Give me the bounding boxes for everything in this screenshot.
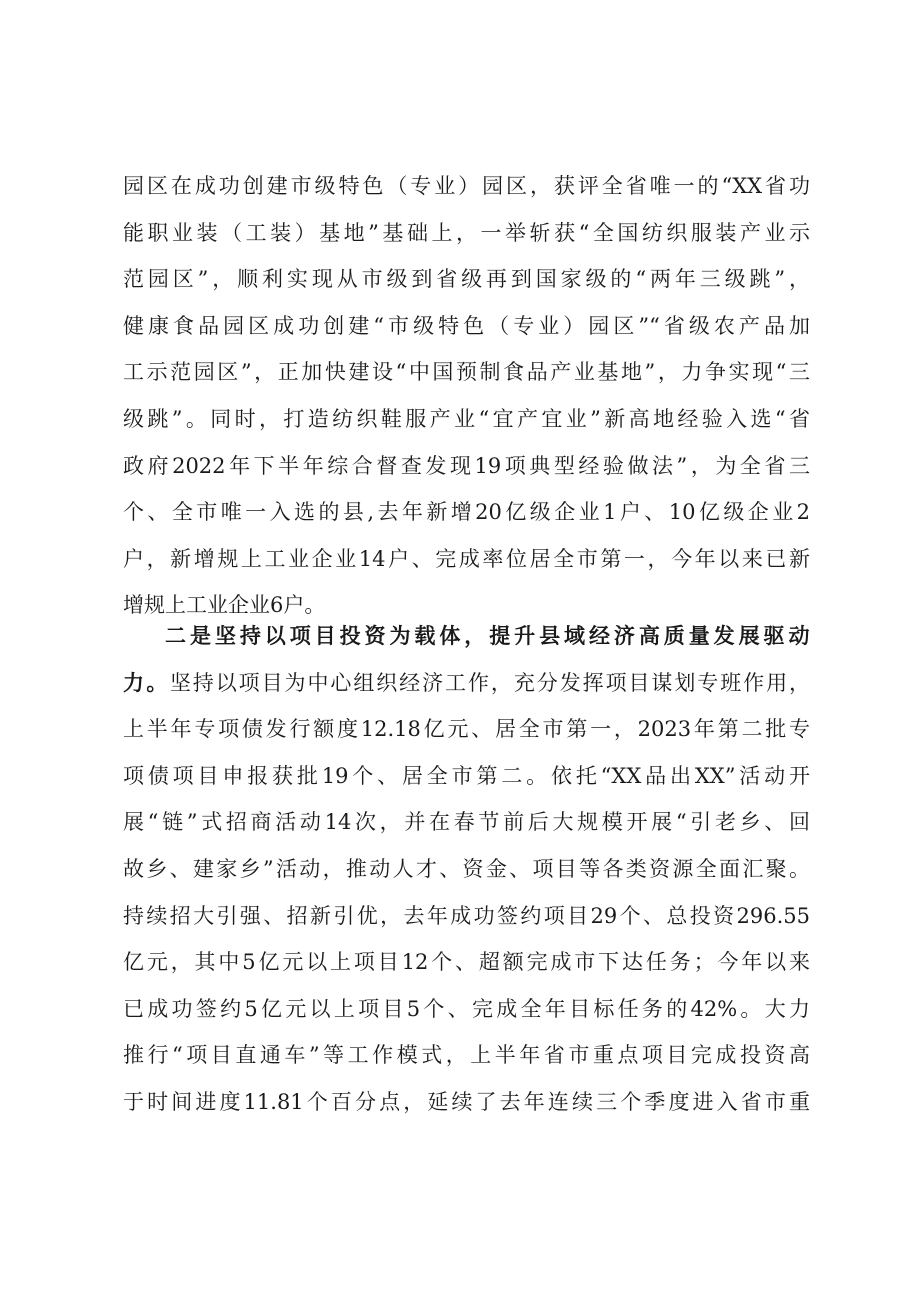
paragraph-line: 工示范园区”，正加快建设“中国预制食品产业基地”，力争实现“三 (123, 360, 810, 385)
paragraph-line: 于时间进度11.81个百分点，延续了去年连续三个季度进入省市重 (123, 1089, 810, 1114)
paragraph-line: 个、全市唯一入选的县,去年新增20亿级企业1户、10亿级企业2 (123, 500, 810, 525)
paragraph-line: 级跳”。同时，打造纺织鞋服产业“宜产宜业”新高地经验入选“省 (123, 406, 810, 431)
paragraph-industrial-parks (123, 163, 810, 629)
paragraph-line: 能职业装（工装）基地”基础上，一举斩获“全国纺织服装产业示 (123, 220, 810, 245)
paragraph-line: 展“链”式招商活动14次，并在春节前后大规模开展“引老乡、回 (123, 810, 810, 835)
paragraph-line: 故乡、建家乡”活动，推动人才、资金、项目等各类资源全面汇聚。 (123, 856, 810, 881)
paragraph-line: 政府2022年下半年综合督查发现19项典型经验做法”，为全省三 (123, 453, 810, 478)
section-heading: 二是坚持以项目投资为载体，提升县域经济高质量发展驱动 (165, 624, 810, 648)
paragraph-line: 增规上工业企业6户。 (123, 593, 326, 618)
paragraph-line-rest: 坚持以项目为中心组织经济工作，充分发挥项目谋划专班作用， (169, 670, 811, 695)
paragraph-line: 亿元，其中5亿元以上项目12个、超额完成市下达任务；今年以来 (123, 950, 810, 975)
paragraph-line (123, 660, 810, 707)
paragraph-line: 上半年专项债发行额度12.18亿元、居全市第一，2023年第二批专 (123, 717, 810, 742)
paragraph-line: 持续招大引强、招新引优，去年成功签约项目29个、总投资296.55 (123, 903, 810, 928)
paragraph-line: 项债项目申报获批19个、居全市第二。依托“XX品出XX”活动开 (123, 763, 810, 788)
section-heading-end: 力。 (123, 670, 170, 695)
paragraph-line: 已成功签约5亿元以上项目5个、完成全年目标任务的42%。大力 (123, 996, 810, 1021)
paragraph-line: 范园区”，顺利实现从市级到省级再到国家级的“两年三级跳”， (123, 267, 810, 292)
paragraph-line: 健康食品园区成功创建“市级特色（专业）园区”“省级农产品加 (123, 313, 810, 338)
paragraph-line: 户，新增规上工业企业14户、完成率位居全市第一，今年以来已新 (123, 546, 810, 571)
paragraph-project-investment (123, 613, 810, 1126)
paragraph-line: 推行“项目直通车”等工作模式，上半年省市重点项目完成投资高 (123, 1043, 810, 1068)
paragraph-line: 园区在成功创建市级特色（专业）园区，获评全省唯一的“XX省功 (123, 174, 810, 198)
